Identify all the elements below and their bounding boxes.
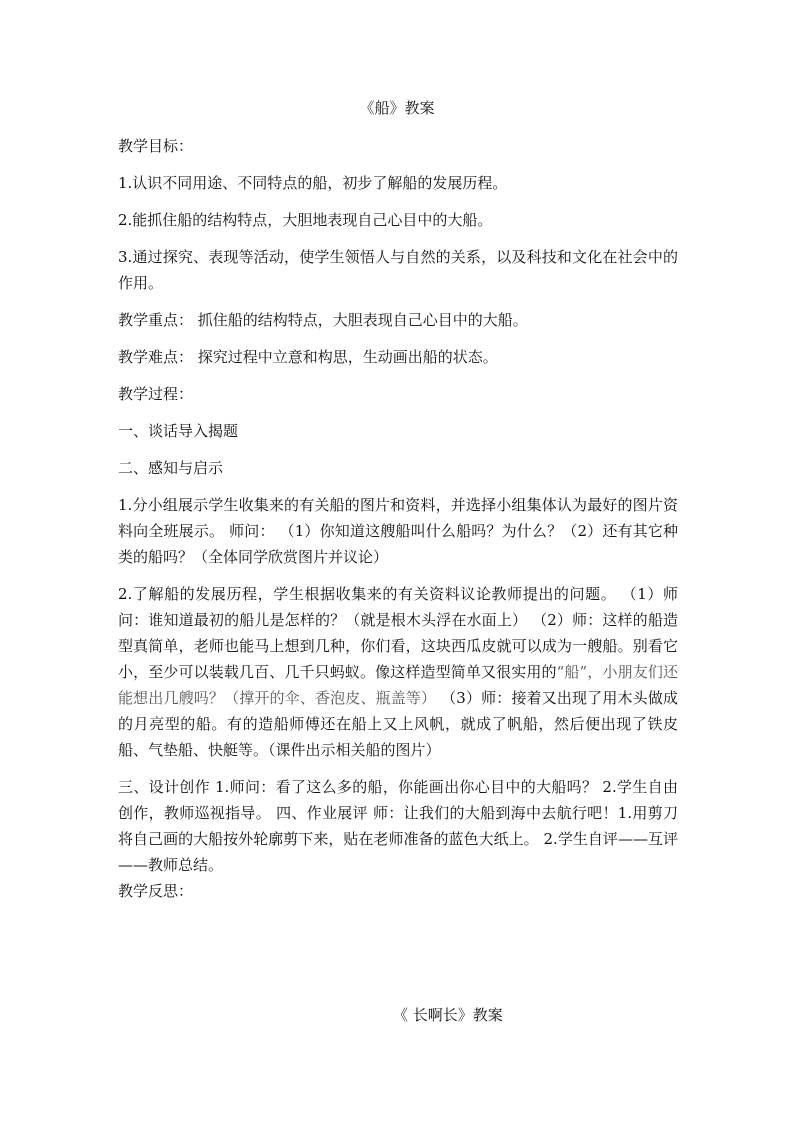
goal-2: 2.能抓住船的结构特点，大胆地表现自己心目中的大船。 — [118, 211, 493, 229]
paragraph-2-part-c: （3）师：接着又出现了用木头做成的月亮型的船。有的造船师傅还在船上又上风帆，就成了帆船，然后便出现了铁皮船、气垫船、快艇等。（课件出示相关船的图片） — [118, 689, 678, 759]
difficulty: 教学难点： 探究过程中立意和构思，生动画出船的状态。 — [118, 348, 498, 366]
section-1-heading: 一、谈话导入揭题 — [118, 422, 239, 440]
goal-3: 3.通过探究、表现等活动，使学生领悟人与自然的关系，以及科技和文化在社会中的作用。 — [118, 248, 678, 292]
paragraph-1: 1.分小组展示学生收集来的有关船的图片和资料，并选择小组集体认为最好的图片资料向全班展示。 师问： （1）你知道这艘船叫什么船吗？为什么？（2）还有其它种类的船吗？（全体同学欣赏图片并议论） — [118, 496, 678, 566]
goals-heading: 教学目标： — [118, 137, 194, 155]
section-3-paragraph: 三、设计创作 1.师问：看了这么多的船，你能画出你心目中的大船吗？ 2.学生自由创作，教师巡视指导。 四、作业展评 师：让我们的大船到海中去航行吧！1.用剪刀将自己画的大船按外轮廓剪下来，贴在老师准备的蓝色大纸上。 2.学生自评——互评——教师总结。 — [118, 778, 678, 874]
paragraph-2-part-a: 2.了解船的发展历程，学生根据收集来的有关资料议论教师提出的问题。 （1）师问：谁知道最初的船儿是怎样的？（就是根木头浮在水面上） （2）师：这样的船造型真简单，老师也能马上想到几种，你们看，这块西瓜皮就可以成为一艘船。别看它小，至少可以装载几百、几千只蚂蚁。像这样造型简单又很实用的 — [118, 585, 678, 681]
paragraph-2 — [118, 581, 678, 763]
next-lesson-title: 《 长啊长》教案 — [393, 1006, 503, 1024]
reflection-heading: 教学反思： — [118, 882, 194, 900]
goal-1: 1.认识不同用途、不同特点的船，初步了解船的发展历程。 — [118, 174, 508, 192]
document-body — [118, 133, 678, 904]
key-point: 教学重点： 抓住船的结构特点，大胆表现自己心目中的大船。 — [118, 311, 528, 329]
document-title: 《船》教案 — [359, 99, 435, 117]
paragraph-2-part-b: “船”，小朋友们还能想出几艘吗？（撑开的伞、香泡皮、瓶盖等） — [118, 663, 678, 707]
process-heading: 教学过程： — [118, 385, 194, 403]
section-2-heading: 二、感知与启示 — [118, 459, 224, 477]
